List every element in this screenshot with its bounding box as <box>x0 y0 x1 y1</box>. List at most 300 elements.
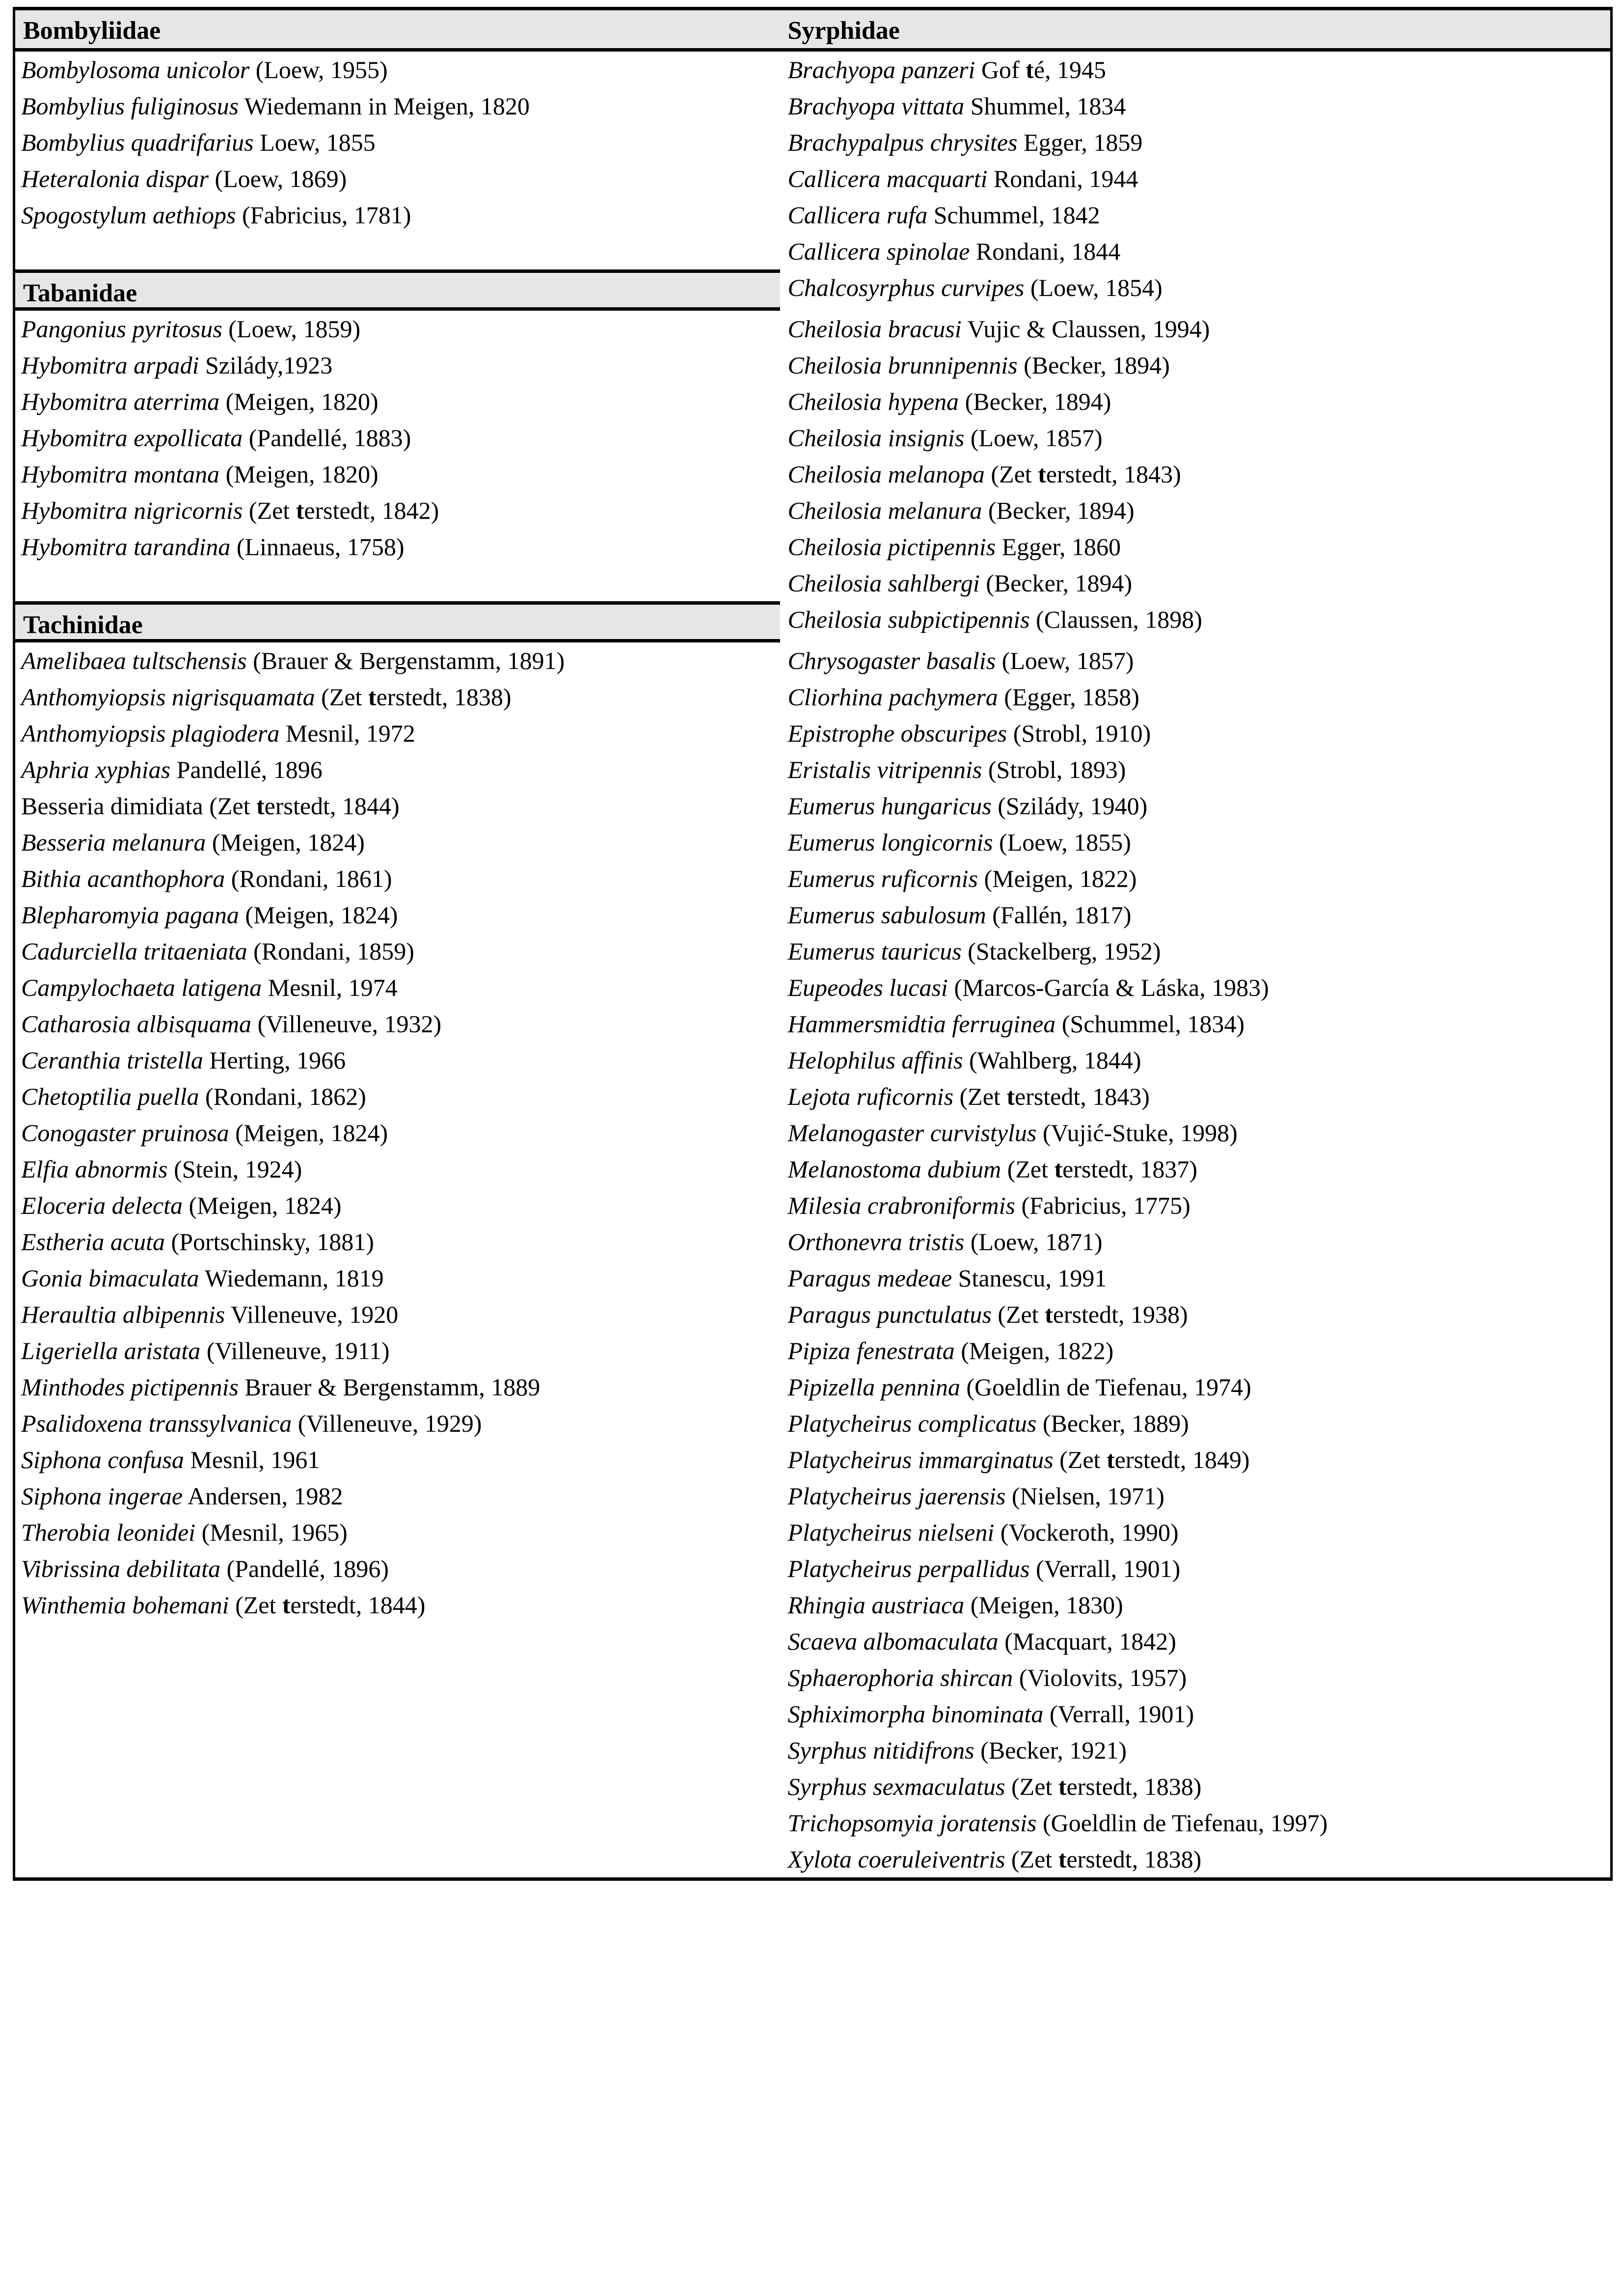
family-header-tabanidae: Tabanidae <box>15 269 780 311</box>
right-column-cell <box>780 52 1612 88</box>
species-entry <box>15 1187 780 1224</box>
left-column-cell <box>14 1514 780 1550</box>
species-authority: (Goeldlin de Tiefenau, 1974) <box>966 1373 1251 1401</box>
right-column-cell <box>780 1296 1612 1333</box>
left-column-cell <box>14 1405 780 1442</box>
species-entry <box>780 1659 1611 1696</box>
left-column-cell <box>14 1841 780 1879</box>
species-authority: (Verrall, 1901) <box>1049 1700 1194 1728</box>
species-authority: (Rondani, 1859) <box>253 937 414 965</box>
table-body <box>14 9 1612 1879</box>
species-entry <box>15 1078 780 1115</box>
species-entry <box>780 601 1611 638</box>
species-authority: (Becker, 1894) <box>986 569 1133 597</box>
species-entry <box>780 197 1611 233</box>
species-authority: (Zet terstedt, 1837) <box>1007 1155 1198 1183</box>
right-column-cell <box>780 1841 1612 1879</box>
species-entry <box>780 1841 1611 1877</box>
table-row <box>14 1659 1612 1696</box>
left-column-cell <box>14 897 780 933</box>
table-row <box>14 1623 1612 1659</box>
species-authority: Shummel, 1834 <box>970 92 1126 120</box>
species-name: Cheilosia pictipennis <box>787 533 996 561</box>
right-column-cell <box>780 1333 1612 1369</box>
empty-cell <box>15 1696 780 1732</box>
species-entry <box>780 492 1611 529</box>
species-entry <box>15 456 780 492</box>
species-name: Paragus punctulatus <box>787 1301 992 1328</box>
right-column-cell <box>780 529 1612 565</box>
species-authority: (Zet terstedt, 1844) <box>209 792 400 820</box>
table-row <box>14 1478 1612 1514</box>
species-name: Platycheirus complicatus <box>787 1410 1037 1437</box>
right-column-cell <box>780 933 1612 969</box>
right-column-cell <box>780 492 1612 529</box>
left-column-cell <box>14 679 780 715</box>
species-entry <box>15 1405 780 1442</box>
ligature-artifact: t <box>256 792 265 820</box>
species-name: Bombylius fuliginosus <box>21 92 239 120</box>
table-row <box>14 1078 1612 1115</box>
ligature-artifact: t <box>1058 1845 1067 1873</box>
right-column-cell <box>780 788 1612 824</box>
table-row <box>14 347 1612 383</box>
left-column-cell <box>14 715 780 751</box>
species-authority: (Brauer & Bergenstamm, 1891) <box>253 647 565 674</box>
table-row <box>14 233 1612 269</box>
species-name: Cheilosia sahlbergi <box>787 569 980 597</box>
right-column-cell <box>780 233 1612 269</box>
species-entry <box>15 1333 780 1369</box>
left-column-cell <box>14 1550 780 1587</box>
species-name: Anthomyiopsis plagiodera <box>21 720 280 747</box>
species-entry <box>15 860 780 897</box>
left-column-cell <box>14 88 780 124</box>
species-authority: (Schummel, 1834) <box>1061 1010 1244 1038</box>
species-authority: Egger, 1859 <box>1023 129 1143 156</box>
table-row <box>14 9 1612 52</box>
left-column-cell <box>14 456 780 492</box>
left-column-cell <box>14 1224 780 1260</box>
species-name: Hybomitra montana <box>21 460 220 488</box>
species-entry <box>15 160 780 197</box>
empty-cell <box>15 1841 780 1877</box>
species-entry <box>780 897 1611 933</box>
species-authority: (Meigen, 1820) <box>225 388 379 415</box>
empty-cell <box>15 1768 780 1805</box>
species-name: Therobia leonidei <box>21 1519 196 1546</box>
species-entry <box>780 788 1611 824</box>
right-column-cell <box>780 1369 1612 1405</box>
species-authority: (Loew, 1854) <box>1030 274 1163 301</box>
species-name: Cheilosia insignis <box>787 424 965 452</box>
left-column-cell <box>14 1768 780 1805</box>
species-name: Platycheirus nielseni <box>787 1519 995 1546</box>
left-column-cell <box>14 1623 780 1659</box>
left-column-cell <box>14 824 780 860</box>
species-authority: (Meigen, 1824) <box>212 828 365 856</box>
right-column-cell <box>780 565 1612 601</box>
species-name: Heraultia albipennis <box>21 1301 225 1328</box>
species-entry <box>780 160 1611 197</box>
species-entry <box>15 715 780 751</box>
species-authority: (Zet terstedt, 1838) <box>1011 1773 1202 1800</box>
species-authority: (Fabricius, 1775) <box>1021 1192 1190 1219</box>
species-name: Cadurciella tritaeniata <box>21 937 247 965</box>
species-name: Orthonevra tristis <box>787 1228 965 1255</box>
spacer-row <box>15 565 780 601</box>
right-column-cell <box>780 1623 1612 1659</box>
left-column-cell <box>14 751 780 788</box>
species-name: Platycheirus immarginatus <box>787 1446 1054 1473</box>
species-entry <box>15 933 780 969</box>
left-column-cell <box>14 565 780 601</box>
right-column-cell <box>780 1478 1612 1514</box>
right-column-cell <box>780 1696 1612 1732</box>
right-column-cell <box>780 824 1612 860</box>
species-entry <box>780 1296 1611 1333</box>
species-name: Callicera spinolae <box>787 238 970 265</box>
species-entry <box>15 1042 780 1078</box>
left-column-cell <box>14 52 780 88</box>
table-row <box>14 715 1612 751</box>
species-authority: (Verrall, 1901) <box>1036 1555 1181 1582</box>
species-name: Eumerus tauricus <box>787 937 962 965</box>
table-row <box>14 1115 1612 1151</box>
species-name: Bombylius quadrifarius <box>21 129 254 156</box>
left-column-cell <box>14 1333 780 1369</box>
table-row <box>14 824 1612 860</box>
species-entry <box>15 197 780 233</box>
species-entry <box>15 1478 780 1514</box>
species-authority: (Vujić-Stuke, 1998) <box>1042 1119 1238 1147</box>
species-entry <box>780 1078 1611 1115</box>
species-authority: (Zet terstedt, 1849) <box>1059 1446 1250 1473</box>
species-authority: (Strobl, 1910) <box>1013 720 1151 747</box>
left-column-cell <box>14 269 780 311</box>
species-authority: (Rondani, 1861) <box>231 865 392 892</box>
species-name: Paragus medeae <box>787 1264 952 1292</box>
species-name: Aphria xyphias <box>21 756 171 783</box>
table-row <box>14 1805 1612 1841</box>
species-entry <box>780 529 1611 565</box>
species-entry <box>15 52 780 88</box>
species-name: Blepharomyia pagana <box>21 901 239 929</box>
species-authority: Mesnil, 1974 <box>268 974 398 1001</box>
left-column-cell <box>14 420 780 456</box>
left-column-cell <box>14 383 780 420</box>
species-authority: (Nielsen, 1971) <box>1011 1482 1164 1510</box>
table-row <box>14 897 1612 933</box>
species-entry <box>780 124 1611 160</box>
species-authority: (Rondani, 1862) <box>205 1083 366 1110</box>
empty-cell <box>15 1623 780 1659</box>
species-name: Minthodes pictipennis <box>21 1373 239 1401</box>
species-entry <box>780 1768 1611 1805</box>
species-name: Sphiximorpha binominata <box>787 1700 1044 1728</box>
left-column-cell <box>14 1659 780 1696</box>
left-column-cell <box>14 1369 780 1405</box>
species-entry <box>15 88 780 124</box>
left-column-cell <box>14 1078 780 1115</box>
species-entry <box>780 1732 1611 1768</box>
species-entry <box>15 311 780 347</box>
species-authority: (Meigen, 1822) <box>984 865 1137 892</box>
right-column-cell <box>780 1805 1612 1841</box>
species-authority: Villeneuve, 1920 <box>230 1301 399 1328</box>
species-authority: (Meigen, 1820) <box>225 460 379 488</box>
right-column-cell <box>780 601 1612 642</box>
species-authority: (Meigen, 1822) <box>961 1337 1114 1364</box>
left-column-cell <box>14 1115 780 1151</box>
right-column-cell <box>780 1042 1612 1078</box>
species-authority: (Stein, 1924) <box>174 1155 302 1183</box>
table-row <box>14 788 1612 824</box>
species-authority: (Loew, 1955) <box>255 56 388 83</box>
right-column-cell <box>780 420 1612 456</box>
ligature-artifact: t <box>1038 460 1046 488</box>
ligature-artifact: t <box>1106 1446 1115 1473</box>
species-name: Cheilosia melanopa <box>787 460 985 488</box>
species-entry <box>780 311 1611 347</box>
species-authority: (Portschinsky, 1881) <box>171 1228 374 1255</box>
left-column-cell <box>14 1296 780 1333</box>
species-entry <box>780 824 1611 860</box>
species-name: Rhingia austriaca <box>787 1591 965 1619</box>
left-column-cell <box>14 492 780 529</box>
right-column-cell <box>780 897 1612 933</box>
left-column-cell <box>14 347 780 383</box>
left-column-cell <box>14 1732 780 1768</box>
table-row <box>14 1841 1612 1879</box>
species-name: Conogaster pruinosa <box>21 1119 229 1147</box>
species-name: Sphaerophoria shircan <box>787 1664 1013 1691</box>
table-row <box>14 601 1612 642</box>
species-name: Hybomitra aterrima <box>21 388 220 415</box>
species-name: Pipizella pennina <box>787 1373 960 1401</box>
species-authority: Wiedemann, 1819 <box>205 1264 384 1292</box>
table-row <box>14 1696 1612 1732</box>
species-authority: Vujic & Claussen, 1994) <box>967 315 1210 343</box>
species-authority: Egger, 1860 <box>1001 533 1121 561</box>
right-column-cell <box>780 1514 1612 1550</box>
species-authority: Brauer & Bergenstamm, 1889 <box>244 1373 541 1401</box>
left-column-cell <box>14 233 780 269</box>
species-name: Estheria acuta <box>21 1228 165 1255</box>
species-entry <box>780 751 1611 788</box>
species-name: Melanostoma dubium <box>787 1155 1001 1183</box>
table-row <box>14 456 1612 492</box>
right-column-cell <box>780 1260 1612 1296</box>
species-name: Chrysogaster basalis <box>787 647 996 674</box>
species-authority: (Wahlberg, 1844) <box>969 1046 1141 1074</box>
species-entry <box>15 492 780 529</box>
table-row <box>14 492 1612 529</box>
species-entry <box>15 751 780 788</box>
species-authority: (Zet terstedt, 1842) <box>248 497 439 524</box>
species-authority: (Pandellé, 1896) <box>226 1555 389 1582</box>
species-name: Winthemia bohemani <box>21 1591 229 1619</box>
species-name: Xylota coeruleiventris <box>787 1845 1005 1873</box>
species-entry <box>15 1260 780 1296</box>
left-column-cell <box>14 311 780 347</box>
table-row <box>14 269 1612 311</box>
species-name: Bombylosoma unicolor <box>21 56 250 83</box>
species-authority: (Loew, 1857) <box>970 424 1103 452</box>
species-authority: (Stackelberg, 1952) <box>968 937 1161 965</box>
species-authority: Gof té, 1945 <box>981 56 1107 83</box>
species-name: Bithia acanthophora <box>21 865 225 892</box>
species-entry <box>15 529 780 565</box>
right-column-cell <box>780 1151 1612 1187</box>
species-authority: Wiedemann in Meigen, 1820 <box>244 92 530 120</box>
species-entry <box>780 565 1611 601</box>
left-column-cell <box>14 124 780 160</box>
species-entry <box>15 383 780 420</box>
species-authority: Rondani, 1944 <box>993 165 1138 192</box>
table-row <box>14 1333 1612 1369</box>
right-column-cell <box>780 969 1612 1006</box>
right-column-cell <box>780 860 1612 897</box>
species-name: Hammersmidtia ferruginea <box>787 1010 1056 1038</box>
species-entry <box>780 456 1611 492</box>
table-row <box>14 679 1612 715</box>
table-row <box>14 124 1612 160</box>
species-entry <box>15 1369 780 1405</box>
species-authority: (Villeneuve, 1929) <box>298 1410 482 1437</box>
species-name: Eloceria delecta <box>21 1192 183 1219</box>
species-authority: Schummel, 1842 <box>933 201 1100 229</box>
species-name: Scaeva albomaculata <box>787 1628 999 1655</box>
species-entry <box>780 1442 1611 1478</box>
species-authority: (Loew, 1857) <box>1001 647 1134 674</box>
species-name: Cheilosia hypena <box>787 388 959 415</box>
species-authority: Stanescu, 1991 <box>958 1264 1107 1292</box>
species-authority: (Meigen, 1824) <box>245 901 398 929</box>
species-authority: (Loew, 1871) <box>970 1228 1103 1255</box>
right-column-cell <box>780 1006 1612 1042</box>
species-authority: (Zet terstedt, 1843) <box>959 1083 1150 1110</box>
table-row <box>14 1187 1612 1224</box>
species-authority: (Fabricius, 1781) <box>242 201 411 229</box>
species-entry <box>15 788 780 824</box>
right-column-cell <box>780 124 1612 160</box>
right-column-cell <box>780 1768 1612 1805</box>
right-column-cell <box>780 1659 1612 1696</box>
species-entry <box>780 1805 1611 1841</box>
species-entry <box>780 1696 1611 1732</box>
species-authority: (Loew, 1855) <box>999 828 1131 856</box>
species-name: Gonia bimaculata <box>21 1264 199 1292</box>
ligature-artifact: t <box>368 683 377 711</box>
species-authority: (Zet terstedt, 1838) <box>1011 1845 1202 1873</box>
ligature-artifact: t <box>1058 1773 1067 1800</box>
species-authority: (Meigen, 1830) <box>970 1591 1123 1619</box>
species-entry <box>15 1587 780 1623</box>
species-entry <box>15 1550 780 1587</box>
species-authority: Andersen, 1982 <box>187 1482 343 1510</box>
species-authority: (Zet terstedt, 1838) <box>321 683 512 711</box>
species-name: Cheilosia melanura <box>787 497 982 524</box>
species-authority: (Becker, 1894) <box>1024 351 1170 379</box>
species-authority: (Egger, 1858) <box>1004 683 1139 711</box>
species-authority: (Szilády, 1940) <box>998 792 1148 820</box>
species-entry <box>15 1115 780 1151</box>
species-entry <box>15 824 780 860</box>
empty-cell <box>15 1805 780 1841</box>
table-row <box>14 1369 1612 1405</box>
family-header-tachinidae: Tachinidae <box>15 601 780 642</box>
species-entry <box>780 679 1611 715</box>
left-column-cell <box>14 529 780 565</box>
species-authority: (Villeneuve, 1911) <box>206 1337 390 1364</box>
left-column-cell <box>14 1006 780 1042</box>
species-entry <box>780 969 1611 1006</box>
species-entry <box>780 933 1611 969</box>
left-column-cell <box>14 788 780 824</box>
species-authority: Pandellé, 1896 <box>176 756 323 783</box>
species-name: Heteralonia dispar <box>21 165 209 192</box>
species-name: Hybomitra nigricornis <box>21 497 243 524</box>
species-entry <box>780 233 1611 269</box>
table-row <box>14 383 1612 420</box>
species-name: Milesia crabroniformis <box>787 1192 1015 1219</box>
species-entry <box>780 1405 1611 1442</box>
table-row <box>14 1042 1612 1078</box>
right-column-cell <box>780 1224 1612 1260</box>
species-authority: (Becker, 1894) <box>988 497 1135 524</box>
species-authority: Loew, 1855 <box>260 129 376 156</box>
species-entry <box>15 420 780 456</box>
species-entry <box>780 1187 1611 1224</box>
species-name: Lejota ruficornis <box>787 1083 954 1110</box>
table-row <box>14 160 1612 197</box>
species-entry <box>15 642 780 679</box>
species-name: Syrphus sexmaculatus <box>787 1773 1005 1800</box>
family-header-bombyliidae: Bombyliidae <box>15 10 780 52</box>
species-name: Melanogaster curvistylus <box>787 1119 1037 1147</box>
species-name: Catharosia albisquama <box>21 1010 252 1038</box>
species-authority: (Meigen, 1824) <box>189 1192 342 1219</box>
empty-cell <box>15 1659 780 1696</box>
species-name: Brachyopa vittata <box>787 92 965 120</box>
species-entry <box>780 1623 1611 1659</box>
species-entry <box>780 715 1611 751</box>
ligature-artifact: t <box>1045 1301 1053 1328</box>
species-entry <box>780 1333 1611 1369</box>
species-entry <box>15 1514 780 1550</box>
species-authority: (Linnaeus, 1758) <box>236 533 405 561</box>
species-authority: (Meigen, 1824) <box>235 1119 388 1147</box>
species-name: Platycheirus jaerensis <box>787 1482 1006 1510</box>
table-row <box>14 1151 1612 1187</box>
table-row <box>14 860 1612 897</box>
species-authority: (Becker, 1889) <box>1042 1410 1189 1437</box>
table-row <box>14 1405 1612 1442</box>
table-row <box>14 933 1612 969</box>
species-authority: (Villeneuve, 1932) <box>257 1010 442 1038</box>
species-authority: (Loew, 1859) <box>228 315 361 343</box>
species-name: Ligeriella aristata <box>21 1337 201 1364</box>
species-authority: (Violovits, 1957) <box>1019 1664 1187 1691</box>
species-name: Hybomitra tarandina <box>21 533 231 561</box>
table-row <box>14 420 1612 456</box>
table-row <box>14 311 1612 347</box>
species-name: Brachyopa panzeri <box>787 56 975 83</box>
species-entry <box>15 1224 780 1260</box>
table-row <box>14 969 1612 1006</box>
species-name: Hybomitra expollicata <box>21 424 243 452</box>
